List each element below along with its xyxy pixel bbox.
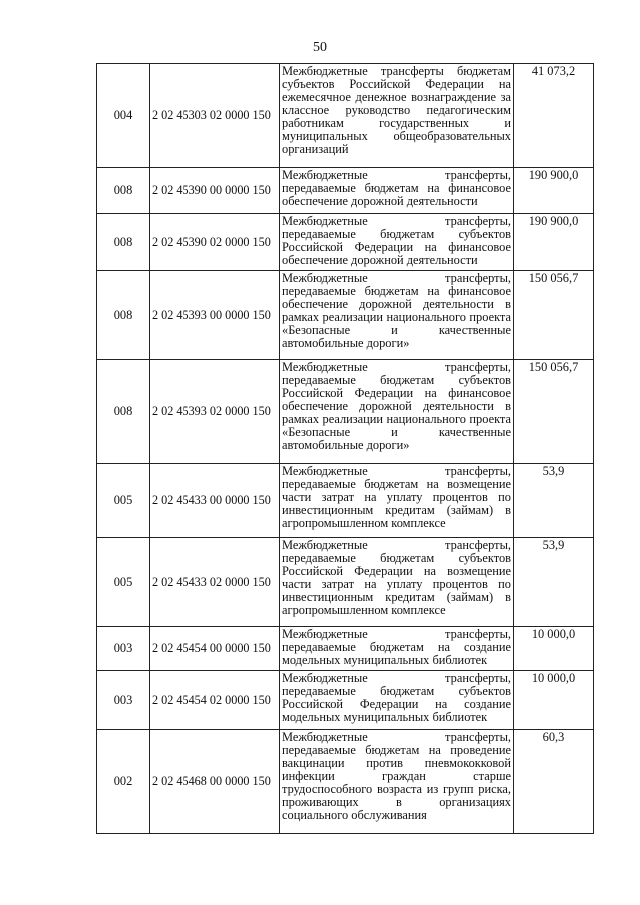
budget-classification-code-cell: 2 02 45390 00 0000 150 — [150, 168, 280, 214]
administrator-code-cell: 003 — [97, 627, 150, 671]
budget-classification-code-cell: 2 02 45468 00 0000 150 — [150, 730, 280, 834]
revenue-description-cell: Межбюджетные трансферты, передаваемые бюджетам на создание модельных муниципальных библиотек — [280, 627, 514, 671]
revenue-description-cell: Межбюджетные трансферты, передаваемые бюджетам субъектов Российской Федерации на финансовое обеспечение дорожной деятельности — [280, 214, 514, 271]
budget-revenue-table — [96, 63, 594, 834]
table-row — [97, 271, 594, 360]
amount-cell: 41 073,2 — [514, 64, 594, 168]
budget-classification-code-cell: 2 02 45433 00 0000 150 — [150, 464, 280, 538]
revenue-description-cell: Межбюджетные трансферты, передаваемые бюджетам на финансовое обеспечение дорожной деятельности в рамках реализации национального проекта «Безопасные и качественные автомобильные дороги» — [280, 271, 514, 360]
administrator-code-cell: 003 — [97, 671, 150, 730]
revenue-description-cell: Межбюджетные трансферты, передаваемые бюджетам на финансовое обеспечение дорожной деятельности — [280, 168, 514, 214]
table-row — [97, 538, 594, 627]
table-row — [97, 730, 594, 834]
budget-classification-code-cell: 2 02 45390 02 0000 150 — [150, 214, 280, 271]
amount-cell: 150 056,7 — [514, 271, 594, 360]
amount-cell: 150 056,7 — [514, 360, 594, 464]
administrator-code-cell: 002 — [97, 730, 150, 834]
administrator-code-cell: 008 — [97, 271, 150, 360]
table-row — [97, 214, 594, 271]
administrator-code-cell: 004 — [97, 64, 150, 168]
administrator-code-cell: 008 — [97, 168, 150, 214]
administrator-code-cell: 008 — [97, 214, 150, 271]
amount-cell: 10 000,0 — [514, 627, 594, 671]
table-row — [97, 168, 594, 214]
budget-classification-code-cell: 2 02 45303 02 0000 150 — [150, 64, 280, 168]
revenue-description-cell: Межбюджетные трансферты, передаваемые бюджетам на возмещение части затрат на уплату процентов по инвестиционным кредитам (займам) в агропромышленном комплексе — [280, 464, 514, 538]
amount-cell: 10 000,0 — [514, 671, 594, 730]
table-row — [97, 627, 594, 671]
amount-cell: 53,9 — [514, 538, 594, 627]
budget-classification-code-cell: 2 02 45393 02 0000 150 — [150, 360, 280, 464]
administrator-code-cell: 005 — [97, 538, 150, 627]
revenue-description-cell: Межбюджетные трансферты бюджетам субъектов Российской Федерации на ежемесячное денежное вознаграждение за классное руководство педагогическим работникам государственных и муниципальных общеобразовательных организаций — [280, 64, 514, 168]
table-row — [97, 671, 594, 730]
budget-classification-code-cell: 2 02 45433 02 0000 150 — [150, 538, 280, 627]
table-row — [97, 360, 594, 464]
revenue-description-cell: Межбюджетные трансферты, передаваемые бюджетам субъектов Российской Федерации на возмещение части затрат на уплату процентов по инвестиционным кредитам (займам) в агропромышленном комплексе — [280, 538, 514, 627]
revenue-description-cell: Межбюджетные трансферты, передаваемые бюджетам субъектов Российской Федерации на финансовое обеспечение дорожной деятельности в рамках реализации национального проекта «Безопасные и качественные автомобильные дороги» — [280, 360, 514, 464]
table-row — [97, 464, 594, 538]
amount-cell: 190 900,0 — [514, 214, 594, 271]
budget-classification-code-cell: 2 02 45454 02 0000 150 — [150, 671, 280, 730]
revenue-description-cell: Межбюджетные трансферты, передаваемые бюджетам субъектов Российской Федерации на создание модельных муниципальных библиотек — [280, 671, 514, 730]
revenue-description-cell: Межбюджетные трансферты, передаваемые бюджетам на проведение вакцинации против пневмококковой инфекции граждан старше трудоспособного возраста из групп риска, проживающих в организациях социального обслуживания — [280, 730, 514, 834]
administrator-code-cell: 008 — [97, 360, 150, 464]
administrator-code-cell: 005 — [97, 464, 150, 538]
budget-classification-code-cell: 2 02 45393 00 0000 150 — [150, 271, 280, 360]
page-number: 50 — [313, 40, 327, 55]
amount-cell: 190 900,0 — [514, 168, 594, 214]
budget-classification-code-cell: 2 02 45454 00 0000 150 — [150, 627, 280, 671]
amount-cell: 53,9 — [514, 464, 594, 538]
table-row — [97, 64, 594, 168]
amount-cell: 60,3 — [514, 730, 594, 834]
